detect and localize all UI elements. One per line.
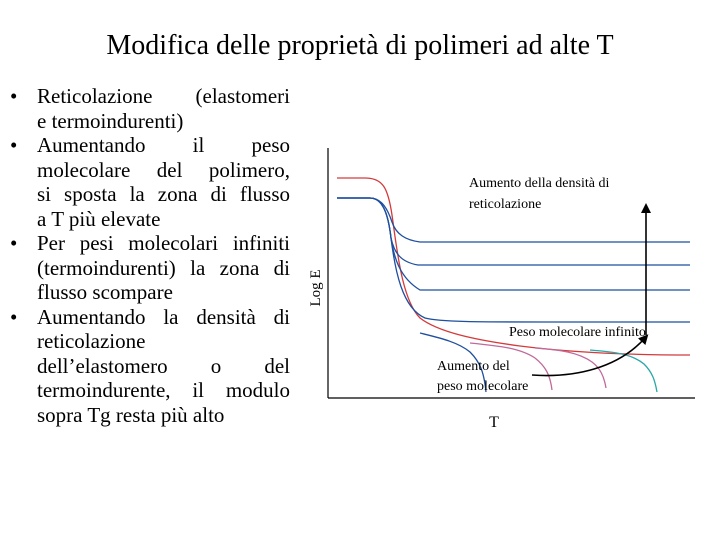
bullet-line: Aumentando il peso xyxy=(37,133,290,157)
bullet-line: molecolare del polimero, xyxy=(37,157,290,182)
molecular-weight-label-line: peso molecolare xyxy=(437,379,529,394)
molecular-weight-arrow xyxy=(532,338,645,376)
bullet-dot-icon: • xyxy=(10,231,18,255)
infinite-molecular-weight-label: Peso molecolare infinito xyxy=(509,325,646,340)
y-axis-label: Log E xyxy=(308,269,324,307)
bullet-dot-icon: • xyxy=(10,304,18,329)
bullet-line: flusso scompare xyxy=(37,280,173,304)
bullet-line: Per pesi molecolari infiniti xyxy=(37,231,290,255)
bullet-line: termoindurente, il modulo xyxy=(37,378,290,402)
bullet-line: (termoindurenti) la zona di xyxy=(37,255,290,280)
x-axis-label: T xyxy=(489,414,499,431)
bullet-line: reticolazione xyxy=(37,329,146,353)
crosslink-density-label xyxy=(469,176,613,212)
slide-title: Modifica delle proprietà di polimeri ad alte T xyxy=(106,30,614,61)
bullet-dot-icon: • xyxy=(10,84,18,108)
bullet-line: e termoindurenti) xyxy=(37,108,184,133)
bullet-dot-icon: • xyxy=(10,133,18,157)
bullet-line: sopra Tg resta più alto xyxy=(37,402,225,427)
bullet-line: dell’elastomero o del xyxy=(37,353,290,378)
bullet-line: a T più elevate xyxy=(37,206,161,231)
molecular-weight-label xyxy=(437,359,528,394)
crosslink-density-label-line: Aumento della densità di xyxy=(469,176,610,191)
bullet-line: Reticolazione (elastomeri xyxy=(37,84,290,108)
bullet-line: Aumentando la densità di xyxy=(37,304,290,329)
molecular-weight-label-line: Aumento del xyxy=(437,359,510,374)
crosslink-density-label-line: reticolazione xyxy=(469,197,542,212)
bullet-line: si sposta la zona di flusso xyxy=(37,182,290,206)
